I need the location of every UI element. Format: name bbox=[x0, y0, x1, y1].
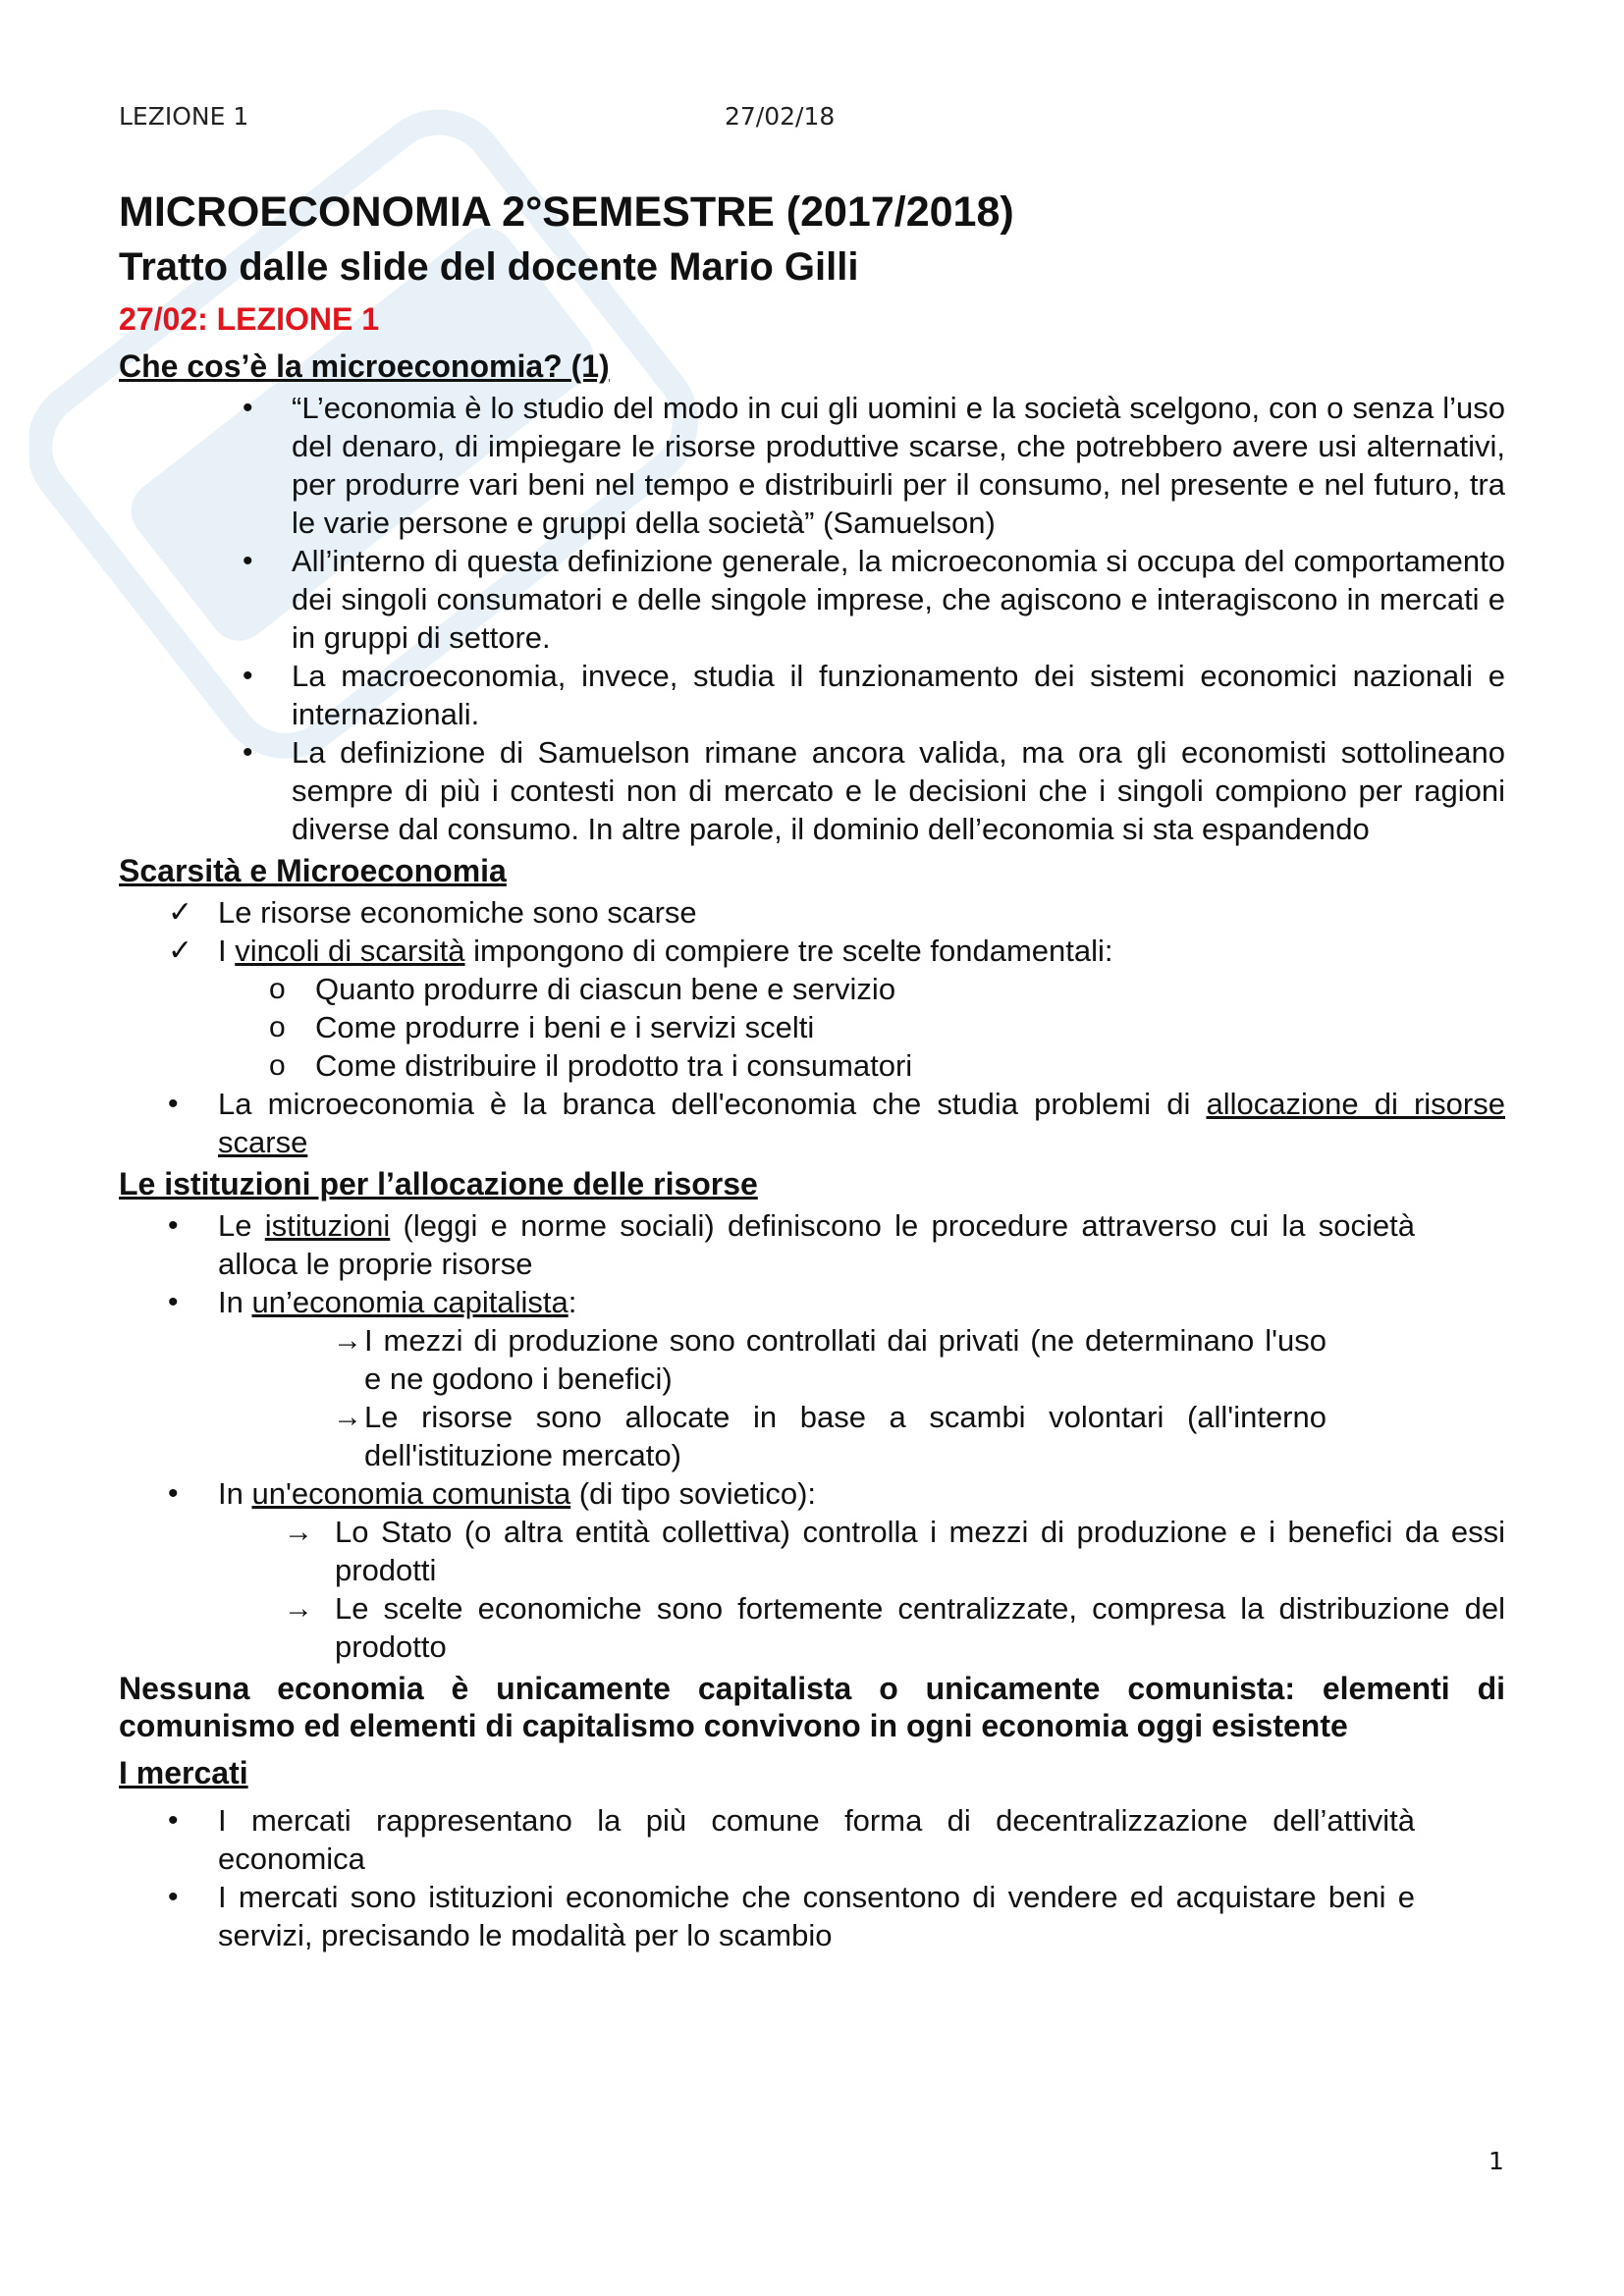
arrow-icon: → bbox=[333, 1401, 362, 1433]
bullet-icon: • bbox=[168, 1804, 179, 1837]
bullet-icon: • bbox=[243, 392, 253, 424]
page-number: 1 bbox=[1489, 2147, 1504, 2175]
list-item: ✓ I vincoli di scarsità impongono di compiere tre scelte fondamentali: bbox=[168, 934, 1113, 968]
list-item: ✓ Le risorse economiche sono scarse bbox=[168, 895, 697, 930]
list-item: → Le risorse sono allocate in base a scambi volontari (all'interno dell'istituzione mercato) bbox=[333, 1400, 1326, 1472]
circle-bullet-icon: o bbox=[269, 1049, 286, 1082]
section1-list bbox=[119, 389, 1505, 848]
section3-list bbox=[119, 1206, 1505, 1321]
bullet-icon: • bbox=[168, 1088, 179, 1120]
list-item: o Come distribuire il prodotto tra i consumatori bbox=[269, 1048, 913, 1083]
arrow-icon: → bbox=[284, 1516, 313, 1548]
header-date: 27/02/18 bbox=[725, 102, 836, 131]
arrow-icon: → bbox=[284, 1592, 313, 1625]
list-item: • La macroeconomia, invece, studia il funzionamento dei sistemi economici nazionali e internazionali. bbox=[243, 659, 1505, 731]
section4-list bbox=[119, 1801, 1505, 1954]
list-item: • In un'economia comunista (di tipo sovietico): bbox=[168, 1476, 817, 1511]
arrow-icon: → bbox=[333, 1324, 362, 1357]
section-heading-scarsita: Scarsità e Microeconomia bbox=[119, 853, 507, 888]
lesson-label: 27/02: LEZIONE 1 bbox=[119, 301, 379, 337]
circle-bullet-icon: o bbox=[269, 1011, 286, 1043]
list-item: • “L’economia è lo studio del modo in cui gli uomini e la società scelgono, con o senza l’uso del denaro, di impiegare le risorse produttive scarse, che potrebbero avere usi alternativi, per produrre vari beni nel tempo e distribuirli per il consumo, nel presente e nel futuro, tra le varie persone e gruppi della società” (Samuelson) bbox=[243, 391, 1505, 540]
section3-list-b3 bbox=[119, 1474, 1505, 1513]
checkmark-icon: ✓ bbox=[168, 896, 193, 929]
page-subtitle: Tratto dalle slide del docente Mario Gilli bbox=[119, 245, 859, 289]
section-heading-mercati: I mercati bbox=[119, 1755, 248, 1790]
section-heading-microeconomia: Che cos’è la microeconomia? (1) bbox=[119, 348, 610, 384]
list-item: → Le scelte economiche sono fortemente centralizzate, compresa la distribuzione del prodotto bbox=[284, 1591, 1505, 1664]
list-item: • I mercati sono istituzioni economiche che consentono di vendere ed acquistare beni e servizi, precisando le modalità per lo scambio bbox=[168, 1880, 1415, 1952]
bullet-icon: • bbox=[243, 660, 253, 692]
list-item: o Come produrre i beni e i servizi scelti bbox=[269, 1010, 815, 1044]
bullet-icon: • bbox=[243, 736, 253, 769]
capitalist-sublist bbox=[119, 1321, 1505, 1474]
checkmark-icon: ✓ bbox=[168, 934, 193, 967]
list-item: • La definizione di Samuelson rimane ancora valida, ma ora gli economisti sottolineano sempre di più i contesti non di mercato e le decisioni che i singoli compiono per ragioni diverse dal consumo. In altre parole, il dominio dell’economia si sta espandendo bbox=[243, 735, 1505, 846]
page-title: MICROECONOMIA 2°SEMESTRE (2017/2018) bbox=[119, 188, 1014, 236]
list-item: • Le istituzioni (leggi e norme sociali) definiscono le procedure attraverso cui la società alloca le proprie risorse bbox=[168, 1208, 1415, 1281]
section-heading-istituzioni: Le istituzioni per l’allocazione delle risorse bbox=[119, 1166, 758, 1201]
bullet-icon: • bbox=[168, 1881, 179, 1913]
communist-sublist bbox=[119, 1513, 1505, 1666]
list-item: → I mezzi di produzione sono controllati dai privati (ne determinano l'uso e ne godono i benefici) bbox=[333, 1323, 1326, 1396]
document-body bbox=[119, 185, 1505, 1954]
bullet-icon: • bbox=[168, 1209, 179, 1242]
circle-bullet-icon: o bbox=[269, 973, 286, 1005]
list-item: • In un’economia capitalista: bbox=[168, 1285, 577, 1319]
bullet-icon: • bbox=[243, 545, 253, 577]
section2-list-end bbox=[119, 1085, 1505, 1161]
closing-statement: Nessuna economia è unicamente capitalista o unicamente comunista: elementi di comunismo ed elementi di capitalismo convivono in ogni economia oggi esistente bbox=[119, 1671, 1505, 1743]
list-item: o Quanto produrre di ciascun bene e servizio bbox=[269, 972, 896, 1006]
bullet-icon: • bbox=[168, 1286, 179, 1318]
choices-sublist bbox=[119, 970, 1505, 1085]
bullet-icon: • bbox=[168, 1477, 179, 1510]
list-item: • All’interno di questa definizione generale, la microeconomia si occupa del comportamento dei singoli consumatori e delle singole imprese, che agiscono e interagiscono in mercati e in gruppi di settore. bbox=[243, 544, 1505, 655]
section2-list bbox=[119, 893, 1505, 970]
list-item: → Lo Stato (o altra entità collettiva) controlla i mezzi di produzione e i benefici da essi prodotti bbox=[284, 1515, 1505, 1587]
list-item: • La microeconomia è la branca dell'economia che studia problemi di allocazione di risorse scarse bbox=[168, 1087, 1505, 1159]
header-left: LEZIONE 1 bbox=[119, 102, 249, 131]
list-item: • I mercati rappresentano la più comune forma di decentralizzazione dell’attività economica bbox=[168, 1803, 1415, 1876]
